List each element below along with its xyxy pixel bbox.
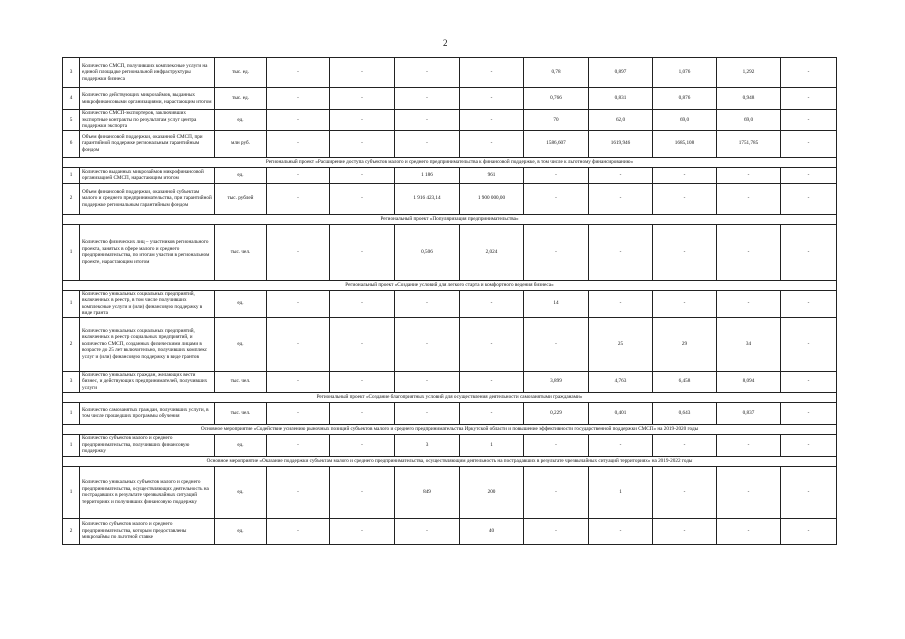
value-cell: 3,899 (524, 371, 589, 392)
unit-cell: ед. (215, 518, 267, 544)
value-cell: 4,763 (589, 371, 653, 392)
indicator-name-cell: Количество субъектов малого и среднего предпринимательства, получивших финансовую поддержку (80, 434, 215, 456)
indicator-name-cell: Количество действующих микрозаймов, выданных микрофинансовыми организациями, нарастающим итогом (80, 88, 215, 110)
value-cell: 40 (460, 518, 524, 544)
indicator-name-cell: Количество уникальных социальных предприятий, включенных в реестр, в том числе получивших комплексные услуги и (или) финансовую поддержку в виде гранта (80, 290, 215, 317)
section-header-row (63, 214, 837, 224)
value-cell: - (717, 183, 781, 214)
value-cell: - (524, 466, 589, 518)
value-cell: - (653, 466, 717, 518)
value-cell: - (395, 88, 460, 110)
value-cell: - (330, 371, 395, 392)
value-cell: - (589, 183, 653, 214)
value-cell: - (460, 110, 524, 131)
unit-cell: ед. (215, 110, 267, 131)
indicator-name-cell: Количество самозанятых граждан, получивших услуги, в том числе прошедших программы обучения (80, 402, 215, 424)
value-cell: - (330, 466, 395, 518)
value-cell: 8,094 (717, 371, 781, 392)
value-cell: 6,458 (653, 371, 717, 392)
value-cell: 62,0 (589, 110, 653, 131)
section-header-row (63, 280, 837, 290)
value-cell: - (524, 317, 589, 371)
value-cell: - (460, 130, 524, 157)
value-cell: 1 (589, 466, 653, 518)
row-number-cell: 1 (63, 167, 80, 183)
indicator-name-cell: Количество СМСП, получивших комплексные услуги на единой площадке региональной инфраструктуры поддержки бизнеса (80, 58, 215, 88)
unit-cell: млн руб. (215, 130, 267, 157)
value-cell: - (460, 290, 524, 317)
value-cell: 1751,785 (717, 130, 781, 157)
value-cell: - (781, 434, 837, 456)
section-title: Региональный проект «Создание условий для легкого старта и комфортного ведения бизнеса» (63, 280, 837, 290)
value-cell: - (395, 290, 460, 317)
value-cell: - (653, 434, 717, 456)
value-cell: - (267, 130, 330, 157)
value-cell: 200 (460, 466, 524, 518)
value-cell: - (395, 130, 460, 157)
table-row (63, 434, 837, 456)
value-cell: - (781, 466, 837, 518)
row-number-cell: 3 (63, 371, 80, 392)
value-cell: 961 (460, 167, 524, 183)
value-cell: - (589, 518, 653, 544)
value-cell: - (395, 317, 460, 371)
value-cell: - (330, 88, 395, 110)
value-cell: 69,0 (717, 110, 781, 131)
section-title: Региональный проект «Популяризация предпринимательства» (63, 214, 837, 224)
value-cell: - (717, 290, 781, 317)
value-cell: - (460, 58, 524, 88)
value-cell: - (717, 434, 781, 456)
row-number-cell: 4 (63, 88, 80, 110)
section-title: Основное мероприятие «Содействие усилению рыночных позиций субъектов малого и среднего предпринимательства Иркутской области и повышение эффективности государственной поддержки СМСП» на 2019-2020 годы (63, 424, 837, 434)
value-cell: 0,229 (524, 402, 589, 424)
table-row (63, 402, 837, 424)
indicator-name-cell: Количество СМСП-экспортеров, заключивших экспортные контракты по результатам услуг центра поддержки экспорта (80, 110, 215, 131)
value-cell: - (589, 167, 653, 183)
value-cell: - (267, 58, 330, 88)
value-cell: 0,643 (653, 402, 717, 424)
value-cell: - (330, 224, 395, 280)
indicator-name-cell: Количество физических лиц – участников регионального проекта, занятых в сфере малого и среднего предпринимательства, по итогам участия в региональном проекте, нарастающим итогом (80, 224, 215, 280)
value-cell: 0,948 (717, 88, 781, 110)
table-row (63, 224, 837, 280)
value-cell: 14 (524, 290, 589, 317)
value-cell: - (653, 290, 717, 317)
value-cell: - (267, 518, 330, 544)
value-cell: - (267, 290, 330, 317)
value-cell: 0,897 (589, 58, 653, 88)
value-cell: - (781, 88, 837, 110)
section-header-row (63, 424, 837, 434)
value-cell: - (781, 518, 837, 544)
value-cell: 0,78 (524, 58, 589, 88)
value-cell: - (781, 167, 837, 183)
value-cell: - (395, 518, 460, 544)
row-number-cell: 2 (63, 518, 80, 544)
value-cell: 69,0 (653, 110, 717, 131)
table-row (63, 58, 837, 88)
value-cell: - (330, 58, 395, 88)
unit-cell: ед. (215, 167, 267, 183)
value-cell: 0,506 (395, 224, 460, 280)
value-cell: 3 (395, 434, 460, 456)
table-row (63, 167, 837, 183)
value-cell: - (330, 130, 395, 157)
value-cell: - (781, 183, 837, 214)
value-cell: 0,876 (653, 88, 717, 110)
indicator-name-cell: Объем финансовой поддержки, оказанной СМСП, при гарантийной поддержке региональным гарантийным фондом (80, 130, 215, 157)
value-cell: - (781, 290, 837, 317)
unit-cell: тыс. ед. (215, 58, 267, 88)
row-number-cell: 2 (63, 317, 80, 371)
value-cell: 1586,607 (524, 130, 589, 157)
value-cell: 0,837 (717, 402, 781, 424)
section-header-row (63, 392, 837, 402)
unit-cell: тыс. чел. (215, 402, 267, 424)
section-title: Региональный проект «Расширение доступа субъектов малого и среднего предпринимательства к финансовой поддержке, в том числе к льготному финансированию» (63, 157, 837, 167)
row-number-cell: 1 (63, 434, 80, 456)
value-cell: - (589, 224, 653, 280)
value-cell: - (524, 518, 589, 544)
section-title: Региональный проект «Создание благоприятных условий для осуществления деятельности самозанятыми гражданами» (63, 392, 837, 402)
unit-cell: ед. (215, 317, 267, 371)
indicator-name-cell: Количество уникальных субъектов малого и среднего предпринимательства, осуществляющих деятельность на пострадавших в результате чрезвычайных ситуаций территориях и получивших финансовую поддержку (80, 466, 215, 518)
value-cell: - (267, 402, 330, 424)
value-cell: - (781, 371, 837, 392)
value-cell: 1619,946 (589, 130, 653, 157)
value-cell: - (460, 402, 524, 424)
unit-cell: ед. (215, 290, 267, 317)
value-cell: - (267, 466, 330, 518)
unit-cell: тыс. чел. (215, 371, 267, 392)
value-cell: 1,292 (717, 58, 781, 88)
section-header-row (63, 456, 837, 466)
value-cell: - (267, 371, 330, 392)
row-number-cell: 1 (63, 402, 80, 424)
value-cell: - (330, 290, 395, 317)
value-cell: - (330, 167, 395, 183)
value-cell: 25 (589, 317, 653, 371)
value-cell: - (524, 183, 589, 214)
value-cell: - (653, 183, 717, 214)
value-cell: - (267, 167, 330, 183)
value-cell: - (781, 224, 837, 280)
value-cell: - (460, 88, 524, 110)
value-cell: 1,076 (653, 58, 717, 88)
value-cell: 0,831 (589, 88, 653, 110)
value-cell: 1 900 000,00 (460, 183, 524, 214)
value-cell: - (653, 224, 717, 280)
indicator-name-cell: Количество уникальных граждан, желающих вести бизнес, и действующих предпринимателей, получивших услуги (80, 371, 215, 392)
value-cell: - (267, 434, 330, 456)
table-row (63, 518, 837, 544)
value-cell: - (781, 317, 837, 371)
value-cell: - (330, 402, 395, 424)
indicator-name-cell: Количество выданных микрозаймов микрофинансовой организацией СМСП, нарастающим итогом (80, 167, 215, 183)
row-number-cell: 6 (63, 130, 80, 157)
row-number-cell: 1 (63, 224, 80, 280)
value-cell: 34 (717, 317, 781, 371)
value-cell: 1 186 (395, 167, 460, 183)
value-cell: - (267, 110, 330, 131)
table-row (63, 317, 837, 371)
table-row (63, 183, 837, 214)
unit-cell: тыс. чел. (215, 224, 267, 280)
table-row (63, 290, 837, 317)
value-cell: - (460, 371, 524, 392)
section-title: Основное мероприятие «Оказание поддержки субъектам малого и среднего предпринимательства, осуществляющим деятельность на пострадавших в результате чрезвычайных ситуаций территориях» на 2019-2022 годы (63, 456, 837, 466)
unit-cell: ед. (215, 434, 267, 456)
value-cell: - (781, 58, 837, 88)
section-header-row (63, 157, 837, 167)
row-number-cell: 1 (63, 290, 80, 317)
value-cell: - (330, 317, 395, 371)
value-cell: - (524, 167, 589, 183)
value-cell: - (395, 110, 460, 131)
row-number-cell: 3 (63, 58, 80, 88)
row-number-cell: 1 (63, 466, 80, 518)
value-cell: - (267, 317, 330, 371)
value-cell: - (524, 434, 589, 456)
value-cell: - (781, 402, 837, 424)
row-number-cell: 5 (63, 110, 80, 131)
value-cell: 2,024 (460, 224, 524, 280)
unit-cell: ед. (215, 466, 267, 518)
value-cell: - (717, 518, 781, 544)
unit-cell: тыс. рублей (215, 183, 267, 214)
indicator-name-cell: Объем финансовой поддержки, оказанной субъектам малого и среднего предпринимательства, при гарантийной поддержке региональным гарантийным фондом (80, 183, 215, 214)
value-cell: - (589, 290, 653, 317)
value-cell: - (653, 518, 717, 544)
value-cell: 0,766 (524, 88, 589, 110)
value-cell: 1 (460, 434, 524, 456)
value-cell: 1 916 423,14 (395, 183, 460, 214)
indicators-table-body (63, 58, 837, 545)
value-cell: - (781, 110, 837, 131)
value-cell: - (267, 224, 330, 280)
value-cell: - (330, 518, 395, 544)
value-cell: - (395, 402, 460, 424)
value-cell: 0,401 (589, 402, 653, 424)
table-row (63, 371, 837, 392)
value-cell: 1685,108 (653, 130, 717, 157)
row-number-cell: 2 (63, 183, 80, 214)
unit-cell: тыс. ед. (215, 88, 267, 110)
page-number: 2 (443, 38, 448, 48)
value-cell: - (781, 130, 837, 157)
table-row (63, 466, 837, 518)
value-cell: - (330, 110, 395, 131)
value-cell: - (717, 466, 781, 518)
indicator-name-cell: Количество субъектов малого и среднего предпринимательства, которым предоставлены микрозаймы по льготной ставке (80, 518, 215, 544)
indicators-table (62, 57, 837, 545)
value-cell: - (460, 317, 524, 371)
indicator-name-cell: Количество уникальных социальных предприятий, включенных в реестр социальных предприятий, и количество СМСП, созданных физическими лицами в возрасте до 25 лет включительно, получивших комплекс услуг и (или) финансовую поддержку в виде грантов (80, 317, 215, 371)
value-cell: - (524, 224, 589, 280)
value-cell: - (330, 183, 395, 214)
value-cell: - (653, 167, 717, 183)
table-row (63, 130, 837, 157)
table-row (63, 88, 837, 110)
value-cell: 29 (653, 317, 717, 371)
value-cell: - (395, 371, 460, 392)
value-cell: - (589, 434, 653, 456)
value-cell: - (267, 88, 330, 110)
value-cell: - (395, 58, 460, 88)
value-cell: - (330, 434, 395, 456)
value-cell: - (717, 224, 781, 280)
value-cell: 70 (524, 110, 589, 131)
value-cell: - (717, 167, 781, 183)
value-cell: - (267, 183, 330, 214)
value-cell: 849 (395, 466, 460, 518)
table-row (63, 110, 837, 131)
